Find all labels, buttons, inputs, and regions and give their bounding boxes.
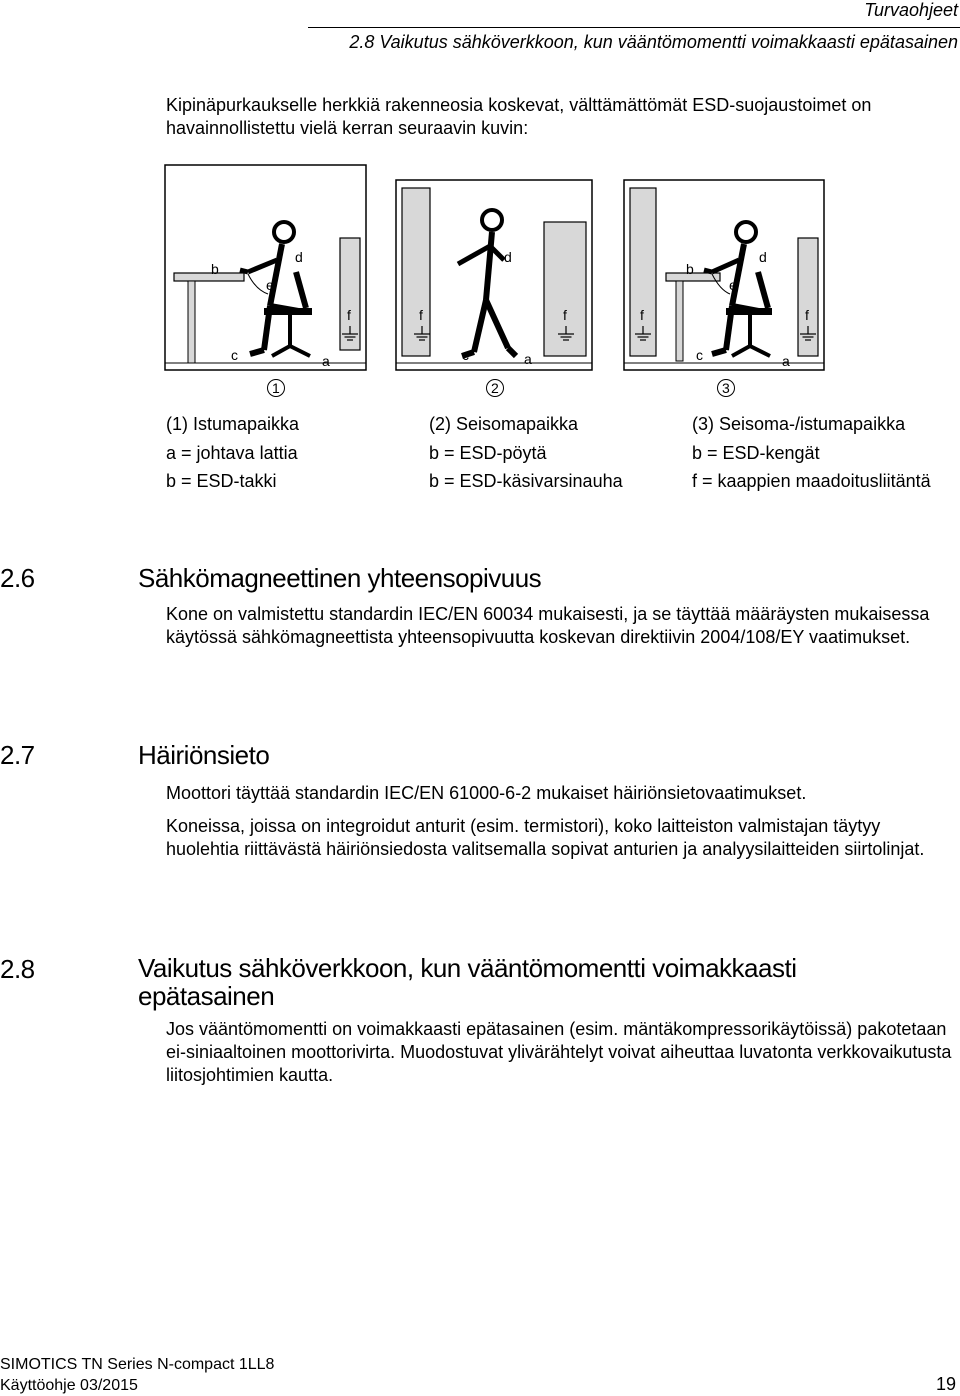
p1-label-b: b: [211, 261, 219, 277]
section-title: Sähkömagneettinen yhteensopivuus: [138, 563, 542, 593]
p3-label-b: b: [686, 261, 694, 277]
legend-item: b = ESD-käsivarsinauha: [429, 471, 623, 491]
header-subtitle: 2.8 Vaikutus sähköverkkoon, kun vääntömomentti voimakkaasti epätasainen: [349, 32, 958, 52]
p1-label-a: a: [322, 353, 330, 369]
p1-label-d: d: [295, 249, 303, 265]
legend-col-3: [692, 412, 931, 498]
p2-label-f1: f: [419, 307, 423, 323]
section-title: Vaikutus sähköverkkoon, kun vääntömomentti voimakkaasti epätasainen: [138, 953, 797, 1011]
section-title: Häiriönsieto: [138, 740, 270, 770]
p1-label-c: c: [231, 347, 238, 363]
legend-item: (1) Istumapaikka: [166, 414, 300, 434]
section-paragraph: Koneissa, joissa on integroidut anturit (esim. termistori), koko laitteiston valmistajan täytyy huolehtia riittävästä häiriönsiedosta valitsemalla sopivat anturien ja analyysilaitteiden siirtolinjat.: [166, 816, 925, 859]
header-rule: [308, 27, 960, 28]
section-paragraph: Moottori täyttää standardin IEC/EN 61000-6-2 mukaiset häiriönsietovaatimukset.: [166, 783, 807, 803]
panel-2-standing: [396, 180, 592, 397]
p2-label-a: a: [524, 351, 532, 367]
p3-label-d: d: [759, 249, 767, 265]
footer-product: SIMOTICS TN Series N-compact 1LL8: [0, 1356, 275, 1373]
legend-item: b = ESD-takki: [166, 471, 277, 491]
p3-number: 3: [722, 380, 730, 396]
legend-col-2: [429, 412, 623, 498]
panel-3-standing-seated: [624, 180, 824, 397]
legend-item: (2) Seisomapaikka: [429, 414, 579, 434]
legend-item: a = johtava lattia: [166, 442, 298, 463]
legend-col-1: [166, 412, 299, 498]
footer-manual: Käyttöohje 03/2015: [0, 1377, 138, 1394]
p1-label-e: e: [266, 277, 274, 293]
legend-item: b = ESD-pöytä: [429, 442, 547, 463]
esd-figure: [164, 164, 828, 409]
section-number: 2.8: [0, 954, 35, 984]
p3-label-f: f: [805, 307, 809, 323]
p2-number: 2: [491, 380, 499, 396]
p3-label-a: a: [782, 353, 790, 369]
p3-label-e: e: [729, 277, 737, 293]
section-paragraph: Kone on valmistettu standardin IEC/EN 60034 mukaisesti, ja se täyttää määräysten mukaisessa käytössä sähkömagneettista yhteensopivuutta koskevan direktiivin 2004/108/EY vaatimukset.: [166, 604, 930, 647]
legend-item: (3) Seisoma-/istumapaikka: [692, 414, 906, 434]
p2-label-d: d: [504, 249, 512, 265]
section-number: 2.7: [0, 740, 35, 770]
intro-paragraph: Kipinäpurkaukselle herkkiä rakenneosia koskevat, välttämättömät ESD-suojaustoimet on havainnollistettu vielä kerran seuraavin kuvin:: [166, 95, 872, 138]
p2-label-f2: f: [563, 307, 567, 323]
legend-item: f = kaappien maadoitusliitäntä: [692, 471, 931, 491]
p2-label-c: c: [462, 347, 469, 363]
legend-item: b = ESD-kengät: [692, 442, 820, 463]
panel-1-seated: [165, 165, 366, 397]
section-number: 2.6: [0, 563, 35, 593]
page-number: 19: [935, 1374, 956, 1394]
p1-label-f: f: [347, 307, 351, 323]
p1-number: 1: [272, 380, 280, 396]
header-title: Turvaohjeet: [864, 0, 958, 20]
p3-label-f0: f: [640, 307, 644, 323]
section-paragraph: Jos vääntömomentti on voimakkaasti epätasainen (esim. mäntäkompressorikäytöissä) pakotetaan ei-siniaaltoinen moottorivirta. Muodostuvat ylivärähtelyt voivat aiheuttaa luvatonta verkkovaikutusta liitosjohtimien kautta.: [166, 1019, 952, 1085]
p3-label-c: c: [696, 347, 703, 363]
